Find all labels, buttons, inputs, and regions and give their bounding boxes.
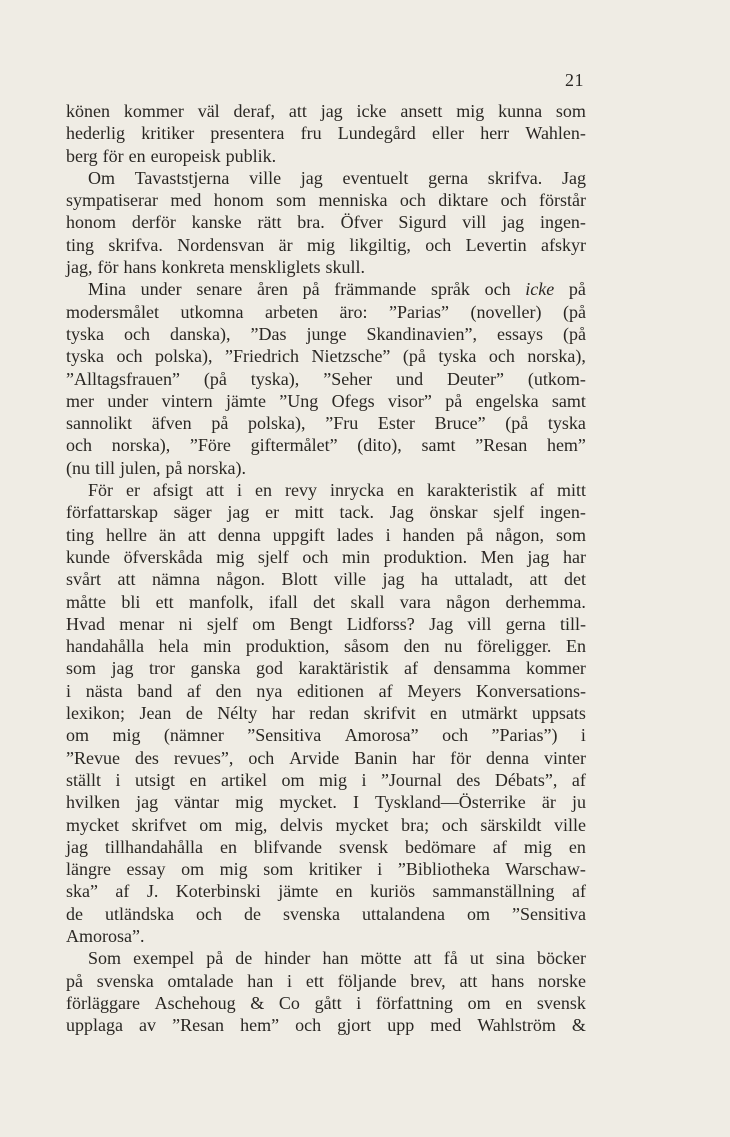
text-line: berg för en europeisk publik. [66, 145, 277, 166]
body-text [66, 100, 586, 1036]
text-line: (nu till julen, på norska). [66, 457, 246, 478]
text-line: hederlig kritiker presentera fru Lundegård eller herr Wahlen- [66, 123, 586, 144]
text-line: Om Tavaststjerna ville jag eventuelt gerna skrifva. Jag [88, 167, 586, 188]
text-line: ting hellre än att denna uppgift lades i handen på någon, som [66, 524, 586, 545]
text-line: de utländska och de svenska uttalandena om ”Sensitiva [66, 903, 586, 924]
text-line: i nästa band af den nya editionen af Meyers Konversations- [66, 680, 586, 701]
text-line: honom derför kanske rätt bra. Öfver Sigurd vill jag ingen- [66, 212, 586, 233]
text-line: Amorosa”. [66, 925, 145, 946]
text-line: modersmålet utkomna arbeten äro: ”Parias” (noveller) (på [66, 301, 586, 322]
text-line: som jag tror ganska god karaktäristik af densamma kommer [66, 658, 586, 679]
text-line: på svenska omtalade han i ett följande brev, att hans norske [66, 970, 586, 991]
text-line: mer under vintern jämte ”Ung Ofegs visor” på engelska samt [66, 390, 586, 411]
text-line: sympatiserar med honom som menniska och diktare och förstår [66, 190, 586, 211]
page-number: 21 [565, 70, 584, 90]
text-line: förläggare Aschehoug & Co gått i författning om en svensk [66, 992, 586, 1013]
text-line: mycket skrifvet om mig, delvis mycket bra; och särskildt ville [66, 814, 586, 835]
text-line: Mina under senare åren på främmande språk och icke på [88, 279, 586, 300]
text-line: ”Alltagsfrauen” (på tyska), ”Seher und Deuter” (utkom- [66, 368, 586, 389]
text-line: svårt att nämna någon. Blott ville jag ha uttaladt, att det [66, 569, 586, 590]
text-line: Som exempel på de hinder han mötte att få ut sina böcker [88, 948, 586, 969]
text-line: För er afsigt att i en revy inrycka en karakteristik af mitt [88, 480, 586, 501]
text-line: ställt i utsigt en artikel om mig i ”Journal des Débats”, af [66, 769, 586, 790]
text-line: jag tillhandahålla en blifvande svensk bedömare af mig en [66, 836, 586, 857]
text-line: ting skrifva. Nordensvan är mig likgiltig, och Levertin afskyr [66, 234, 586, 255]
text-line: kunde öfverskåda mig sjelf och min produktion. Men jag har [66, 546, 586, 567]
text-line: könen kommer väl deraf, att jag icke ansett mig kunna som [66, 101, 586, 121]
text-line: tyska och danska), ”Das junge Skandinavien”, essays (på [66, 323, 586, 344]
text-line: längre essay om mig som kritiker i ”Bibliotheka Warschaw- [66, 859, 586, 880]
text-line: om mig (nämner ”Sensitiva Amorosa” och ”Parias”) i [66, 725, 586, 746]
text-line: hvilken jag väntar mig mycket. I Tyskland—Österrike är ju [66, 792, 586, 813]
text-line: upplaga av ”Resan hem” och gjort upp med Wahlström & [66, 1015, 586, 1036]
text-line: lexikon; Jean de Nélty har redan skrifvit en utmärkt uppsats [66, 703, 586, 724]
text-line: och norska), ”Före giftermålet” (dito), samt ”Resan hem” [66, 435, 586, 456]
text-line: tyska och polska), ”Friedrich Nietzsche” (på tyska och norska), [66, 346, 586, 367]
text-line: handahålla hela min produktion, såsom den nu föreligger. En [66, 636, 586, 657]
text-line: ska” af J. Koterbinski jämte en kuriös sammanställning af [66, 881, 586, 902]
text-line: ”Revue des revues”, och Arvide Banin har för denna vinter [66, 747, 586, 768]
text-line: författarskap säger jag er mitt tack. Jag önskar sjelf ingen- [66, 502, 586, 523]
text-line: jag, för hans konkreta menskliglets skull. [66, 257, 365, 278]
text-line: måtte bli ett manfolk, ifall det skall vara någon derhemma. [66, 591, 586, 612]
text-line: Hvad menar ni sjelf om Bengt Lidforss? Jag vill gerna till- [66, 613, 586, 634]
text-line: sannolikt äfven på polska), ”Fru Ester Bruce” (på tyska [66, 413, 586, 434]
